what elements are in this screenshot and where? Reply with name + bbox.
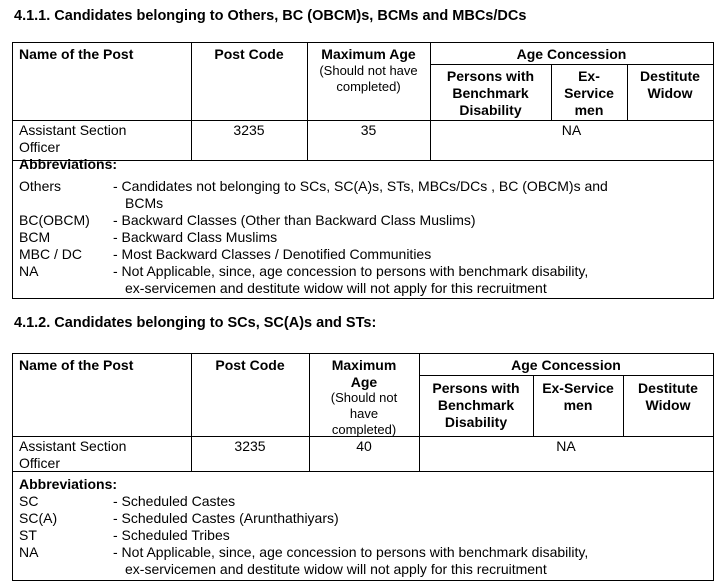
abbr-desc: - Backward Classes (Other than Backward Class Muslims) <box>113 212 476 228</box>
header-max-age-note: (Should not have <box>319 63 418 78</box>
header-ex-servicemen: Service <box>564 85 614 101</box>
abbr-desc: - Scheduled Castes (Arunthathiyars) <box>113 510 339 526</box>
header-ex-servicemen: men <box>563 397 593 413</box>
cell-post-code: 3235 <box>233 122 265 138</box>
abbr-term: Others <box>19 178 62 194</box>
section-heading-4-1-1: 4.1.1. Candidates belonging to Others, BC (OBCM)s, BCMs and MBCs/DCs <box>14 8 527 24</box>
abbr-desc: BCMs <box>125 195 164 211</box>
abbr-desc: - Not Applicable, since, age concession to persons with benchmark disability, <box>113 263 589 279</box>
header-name-of-post: Name of the Post <box>19 357 134 373</box>
header-pwbd: Disability <box>459 102 522 118</box>
abbr-term: NA <box>19 544 39 560</box>
header-pwbd: Benchmark <box>437 397 515 413</box>
abbr-term: SC <box>19 493 39 509</box>
abbr-desc: ex-servicemen and destitute widow will not apply for this recruitment <box>125 280 547 296</box>
header-post-code: Post Code <box>214 46 284 62</box>
abbreviations-title: Abbreviations: <box>19 476 118 492</box>
abbr-term: NA <box>19 263 39 279</box>
abbr-desc: - Not Applicable, since, age concession to persons with benchmark disability, <box>113 544 589 560</box>
header-ex-servicemen: Ex-Service <box>542 380 614 396</box>
cell-post-name: Assistant Section <box>19 438 127 454</box>
header-maximum-age: Age <box>350 374 378 390</box>
cell-post-name: Officer <box>19 139 60 155</box>
abbr-term: MBC / DC <box>19 246 82 262</box>
cell-concession: NA <box>556 438 576 454</box>
header-pwbd: Benchmark <box>452 85 529 101</box>
abbr-term: BC(OBCM) <box>19 212 90 228</box>
header-post-code: Post Code <box>215 357 285 373</box>
abbr-desc: ex-servicemen and destitute widow will not apply for this recruitment <box>125 561 547 577</box>
abbr-term: BCM <box>19 229 51 245</box>
cell-concession: NA <box>561 122 582 138</box>
header-max-age-note: completed) <box>331 422 397 437</box>
abbr-desc: - Scheduled Tribes <box>113 527 230 543</box>
abbr-desc: - Candidates not belonging to SCs, SC(A)s, STs, MBCs/DCs , BC (OBCM)s and <box>113 178 608 194</box>
header-age-concession: Age Concession <box>516 46 627 62</box>
section-heading-4-1-2: 4.1.2. Candidates belonging to SCs, SC(A)s and STs: <box>14 315 377 331</box>
abbr-desc: - Most Backward Classes / Denotified Communities <box>113 246 432 262</box>
cell-post-code: 3235 <box>234 438 266 454</box>
header-pwbd: Persons with <box>432 380 520 396</box>
header-ex-servicemen: Ex- <box>578 68 600 84</box>
header-pwbd: Disability <box>444 414 508 430</box>
header-destitute-widow: Destitute <box>638 380 698 396</box>
age-table-sc-st <box>12 353 714 581</box>
header-max-age-note: have <box>349 406 379 421</box>
header-max-age-note: completed) <box>336 79 401 94</box>
cell-max-age: 40 <box>356 438 372 454</box>
header-destitute-widow: Widow <box>647 85 693 101</box>
abbr-term: SC(A) <box>19 510 58 526</box>
abbr-term: ST <box>19 527 37 543</box>
header-age-concession: Age Concession <box>511 357 621 373</box>
abbreviations-title: Abbreviations: <box>19 156 118 172</box>
cell-post-name: Assistant Section <box>19 122 127 138</box>
age-table-others <box>12 42 714 299</box>
header-destitute-widow: Widow <box>645 397 691 413</box>
header-pwbd: Persons with <box>446 68 535 84</box>
header-ex-servicemen: men <box>574 102 604 118</box>
cell-post-name: Officer <box>19 455 60 471</box>
header-destitute-widow: Destitute <box>640 68 700 84</box>
abbr-desc: - Backward Class Muslims <box>113 229 278 245</box>
header-maximum-age: Maximum Age <box>321 46 416 62</box>
cell-max-age: 35 <box>360 122 377 138</box>
abbr-desc: - Scheduled Castes <box>113 493 236 509</box>
header-max-age-note: (Should not <box>330 390 398 405</box>
header-maximum-age: Maximum <box>331 357 397 373</box>
header-name-of-post: Name of the Post <box>19 46 134 62</box>
